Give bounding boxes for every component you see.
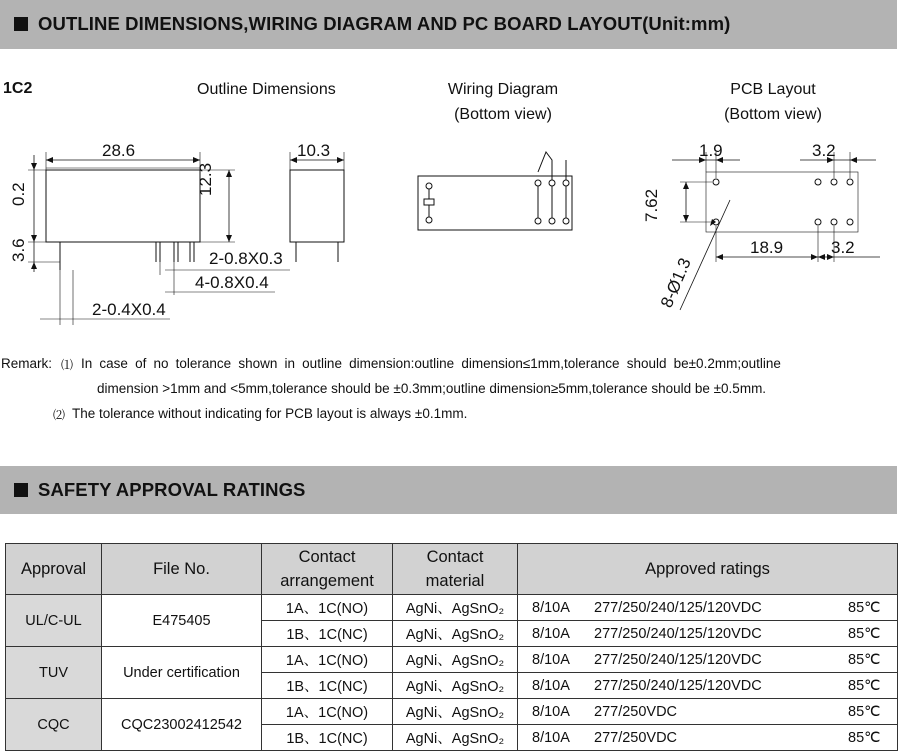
wiring-heading: Wiring Diagram	[447, 81, 559, 98]
outline-heading: Outline Dimensions	[197, 81, 336, 98]
rating-cell	[518, 621, 898, 647]
pcb-dim-5: 3.2	[831, 238, 855, 257]
rating-temp: 85℃	[848, 651, 881, 668]
file-no-cell: Under certification	[102, 647, 262, 699]
header-approval: Approval	[6, 544, 102, 595]
wiring-subheading: (Bottom view)	[454, 106, 552, 123]
rating-current: 8/10A	[532, 703, 570, 720]
rating-temp: 85℃	[848, 625, 881, 642]
arrangement-cell: 1B、1C(NC)	[262, 725, 393, 751]
material-cell: AgNi、AgSnO₂	[393, 621, 518, 647]
file-no-cell: E475405	[102, 595, 262, 647]
arrangement-cell: 1A、1C(NO)	[262, 699, 393, 725]
rating-cell	[518, 647, 898, 673]
rating-voltage: 277/250VDC	[594, 703, 678, 720]
pcb-heading: PCB Layout	[730, 81, 816, 98]
rating-current: 8/10A	[532, 599, 570, 616]
approval-cell: CQC	[6, 699, 102, 751]
header-contact-material: Contact material	[393, 544, 518, 595]
dim-pin-length: 3.6	[9, 238, 28, 262]
table-row	[6, 595, 898, 621]
arrangement-cell: 1A、1C(NO)	[262, 647, 393, 673]
section-square-icon	[14, 483, 28, 497]
model-label: 1C2	[3, 80, 33, 97]
arrangement-cell: 1B、1C(NC)	[262, 621, 393, 647]
rating-voltage: 277/250/240/125/120VDC	[594, 677, 762, 694]
rating-cell	[518, 699, 898, 725]
material-cell: AgNi、AgSnO₂	[393, 647, 518, 673]
pcb-layout	[672, 152, 880, 310]
dim-width: 10.3	[297, 141, 331, 160]
approval-cell: UL/C-UL	[6, 595, 102, 647]
rating-temp: 85℃	[848, 677, 881, 694]
material-cell: AgNi、AgSnO₂	[393, 595, 518, 621]
rating-current: 8/10A	[532, 651, 570, 668]
dim-pin-c: 2-0.4X0.4	[92, 300, 166, 319]
remark-1-line1: In case of no tolerance shown in outline dimension:outline dimension≤1mm,tolerance should be±0.2mm;outline	[81, 356, 781, 371]
remark-1-number: ⑴	[61, 358, 74, 372]
remark-1-line2: dimension >1mm and <5mm,tolerance should be ±0.3mm;outline dimension≥5mm,tolerance should be ±0.5mm.	[97, 381, 767, 396]
file-no-cell: CQC23002412542	[102, 699, 262, 751]
header-file-no: File No.	[102, 544, 262, 595]
table-header-row	[6, 544, 898, 595]
approval-cell: TUV	[6, 647, 102, 699]
table-row	[6, 699, 898, 725]
dim-top-offset: 0.2	[9, 182, 28, 206]
remark-prefix: Remark:	[1, 356, 53, 371]
pcb-dim-1: 1.9	[699, 141, 723, 160]
table-row	[6, 647, 898, 673]
rating-current: 8/10A	[532, 677, 570, 694]
material-cell: AgNi、AgSnO₂	[393, 725, 518, 751]
remark-2-text: The tolerance without indicating for PCB layout is always ±0.1mm.	[72, 406, 468, 421]
pcb-subheading: (Bottom view)	[724, 106, 822, 123]
rating-temp: 85℃	[848, 703, 881, 720]
remark-2-number: ⑵	[53, 408, 66, 422]
dim-height: 12.3	[196, 162, 215, 196]
dim-pin-b: 4-0.8X0.4	[195, 273, 269, 292]
rating-temp: 85℃	[848, 599, 881, 616]
rating-current: 8/10A	[532, 625, 570, 642]
header-approved-ratings: Approved ratings	[518, 544, 898, 595]
rating-temp: 85℃	[848, 729, 881, 746]
rating-cell	[518, 725, 898, 751]
section-title: OUTLINE DIMENSIONS,WIRING DIAGRAM AND PC BOARD LAYOUT(Unit:mm)	[38, 13, 731, 34]
rating-voltage: 277/250VDC	[594, 729, 678, 746]
rating-cell	[518, 673, 898, 699]
pcb-dim-3: 7.62	[642, 188, 661, 222]
rating-voltage: 277/250/240/125/120VDC	[594, 599, 762, 616]
rating-cell	[518, 595, 898, 621]
dim-pin-a: 2-0.8X0.3	[209, 249, 283, 268]
wiring-diagram	[418, 152, 572, 230]
pcb-hole-dim: 8-Ø1.3	[657, 255, 695, 311]
pcb-dim-4: 18.9	[750, 238, 784, 257]
section-header-safety	[0, 466, 897, 514]
section-header-outline	[0, 0, 897, 49]
material-cell: AgNi、AgSnO₂	[393, 673, 518, 699]
section-square-icon	[14, 17, 28, 31]
section-title: SAFETY APPROVAL RATINGS	[38, 479, 306, 500]
rating-current: 8/10A	[532, 729, 570, 746]
rating-voltage: 277/250/240/125/120VDC	[594, 625, 762, 642]
outline-side-view	[290, 152, 344, 262]
rating-voltage: 277/250/240/125/120VDC	[594, 651, 762, 668]
arrangement-cell: 1B、1C(NC)	[262, 673, 393, 699]
header-contact-arrangement: Contact arrangement	[262, 544, 393, 595]
arrangement-cell: 1A、1C(NO)	[262, 595, 393, 621]
dim-length: 28.6	[102, 141, 136, 160]
pcb-dim-2: 3.2	[812, 141, 836, 160]
safety-ratings-table	[5, 543, 898, 751]
material-cell: AgNi、AgSnO₂	[393, 699, 518, 725]
